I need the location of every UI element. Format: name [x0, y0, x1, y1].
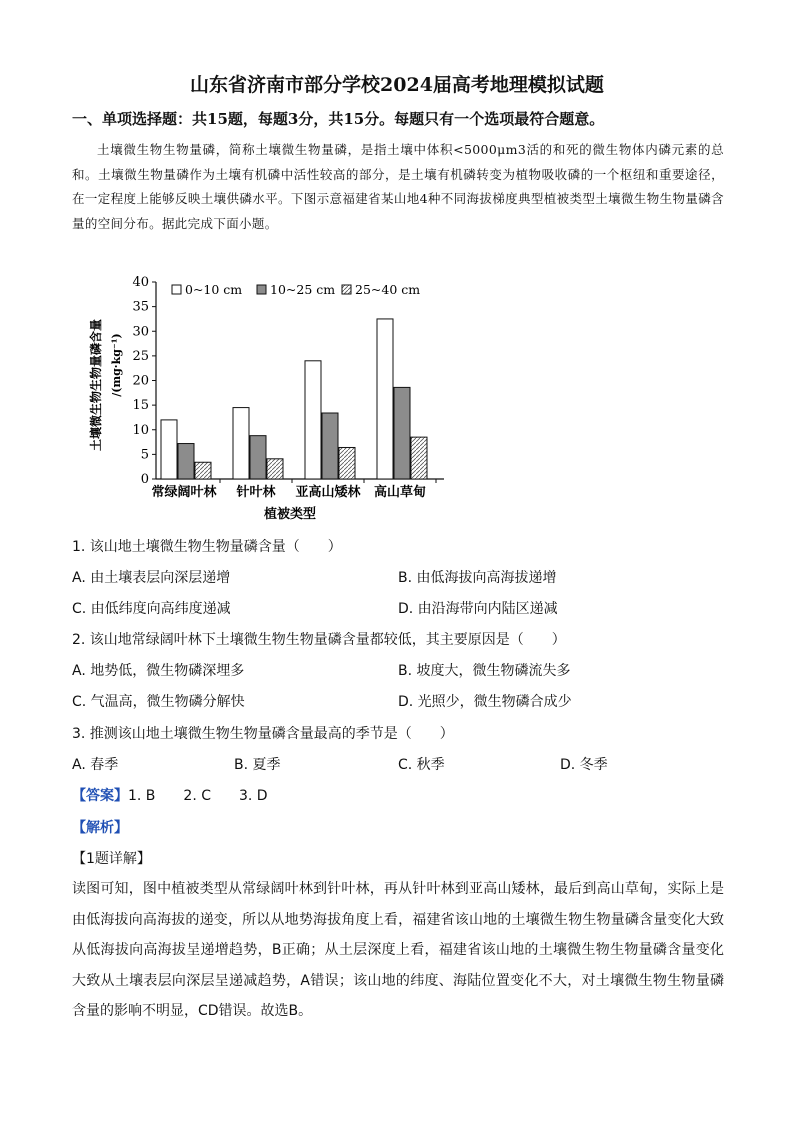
- detail-paragraph: 读图可知，图中植被类型从常绿阔叶林到针叶林，再从针叶林到亚高山矮林，最后到高山草甸，实际上是由低海拔向高海拔的递变，所以从地势海拔角度上看，福建省该山地的土壤微生物生物量磷含量变化大致从低海拔向高海拔呈递增趋势，B正确；从土层深度上看，福建省该山地的土壤微生物生物量磷含量变化大致从土壤表层向深层呈递减趋势，A错误；该山地的纬度、海陆位置变化不大，对土壤微生物生物量磷含量的影响不明显，CD错误。故选B。: [72, 881, 724, 1020]
- y-axis-label: 土壤微生物生物量磷含量: [89, 318, 103, 452]
- analysis-label: 【解析】: [72, 820, 128, 836]
- legend-label: 0~10 cm: [185, 282, 243, 297]
- x-tick-label: 针叶林: [236, 485, 276, 500]
- question-2-option-a[interactable]: A. 地势低，微生物磷深埋多: [72, 663, 245, 679]
- question-3-option-d[interactable]: D. 冬季: [560, 757, 608, 773]
- intro-paragraph: 土壤微生物生物量磷，简称土壤微生物量磷，是指土壤中体积<5000μm3活的和死的微生物体内磷元素的总和。土壤微生物量磷作为土壤有机磷中活性较高的部分，是土壤有机磷转变为植物吸收磷的一个枢纽和重要途径，在一定程度上能够反映土壤供磷水平。下图示意福建省某山地4种不同海拔梯度典型植被类型土壤微生物生物量磷含量的空间分布。据此完成下面小题。: [72, 142, 724, 232]
- legend-label: 25~40 cm: [355, 282, 421, 297]
- bar: [195, 462, 211, 479]
- bar: [178, 444, 194, 479]
- answer-line: [72, 785, 268, 805]
- bar: [305, 361, 321, 479]
- y-tick-label: 10: [132, 422, 149, 438]
- question-3-option-a[interactable]: A. 春季: [72, 757, 119, 773]
- question-1-option-d[interactable]: D. 由沿海带向内陆区递减: [398, 601, 558, 617]
- question-3-stem: 3. 推测该山地土壤微生物生物量磷含量最高的季节是（ ）: [72, 726, 454, 742]
- y-tick-label: 0: [140, 472, 149, 487]
- question-1-stem: 1. 该山地土壤微生物生物量磷含量（ ）: [72, 539, 342, 555]
- y-tick-label: 30: [132, 324, 149, 340]
- legend-swatch: [342, 285, 351, 294]
- legend-label: 10~25 cm: [270, 282, 336, 297]
- detail-title: 【1题详解】: [72, 851, 151, 867]
- question-2-stem: 2. 该山地常绿阔叶林下土壤微生物生物量磷含量都较低，其主要原因是（ ）: [72, 632, 566, 648]
- bar: [322, 413, 338, 479]
- bar: [161, 420, 177, 479]
- question-2-option-c[interactable]: C. 气温高，微生物磷分解快: [72, 694, 245, 710]
- bar: [411, 437, 427, 479]
- section-heading: 一、单项选择题：共15题，每题3分，共15分。每题只有一个选项最符合题意。: [72, 110, 605, 128]
- y-tick-label: 35: [132, 299, 149, 315]
- question-1-option-a[interactable]: A. 由土壤表层向深层递增: [72, 570, 231, 586]
- answer-label: 【答案】: [72, 788, 128, 804]
- question-1-option-c[interactable]: C. 由低纬度向高纬度递减: [72, 601, 231, 617]
- bar: [377, 319, 393, 479]
- question-3-option-b[interactable]: B. 夏季: [234, 757, 281, 773]
- question-1-option-b[interactable]: B. 由低海拔向高海拔递增: [398, 570, 557, 586]
- legend-swatch: [172, 285, 181, 294]
- question-3-option-c[interactable]: C. 秋季: [398, 757, 445, 773]
- answer-text: 1. B 2. C 3. D: [128, 788, 268, 804]
- bar: [394, 387, 410, 479]
- x-axis-label: 植被类型: [263, 507, 317, 522]
- y-tick-label: 25: [132, 348, 149, 364]
- x-tick-label: 高山草甸: [373, 485, 427, 500]
- bar: [339, 447, 355, 479]
- bar: [267, 459, 283, 479]
- bar: [250, 436, 266, 479]
- question-2-option-d[interactable]: D. 光照少，微生物磷合成少: [398, 694, 572, 710]
- page-title: 山东省济南市部分学校2024届高考地理模拟试题: [190, 74, 604, 96]
- bar-chart: [80, 270, 460, 525]
- y-tick-label: 5: [140, 447, 149, 463]
- question-2-option-b[interactable]: B. 坡度大，微生物磷流失多: [398, 663, 571, 679]
- legend-swatch: [257, 285, 266, 294]
- y-tick-label: 40: [132, 275, 149, 290]
- y-tick-label: 15: [132, 398, 149, 414]
- x-tick-label: 常绿阔叶林: [151, 485, 217, 500]
- y-tick-label: 20: [132, 373, 149, 389]
- y-axis-unit: /(mg·kg⁻¹): [110, 333, 123, 397]
- x-tick-label: 亚高山矮林: [295, 485, 361, 500]
- bar: [233, 408, 249, 479]
